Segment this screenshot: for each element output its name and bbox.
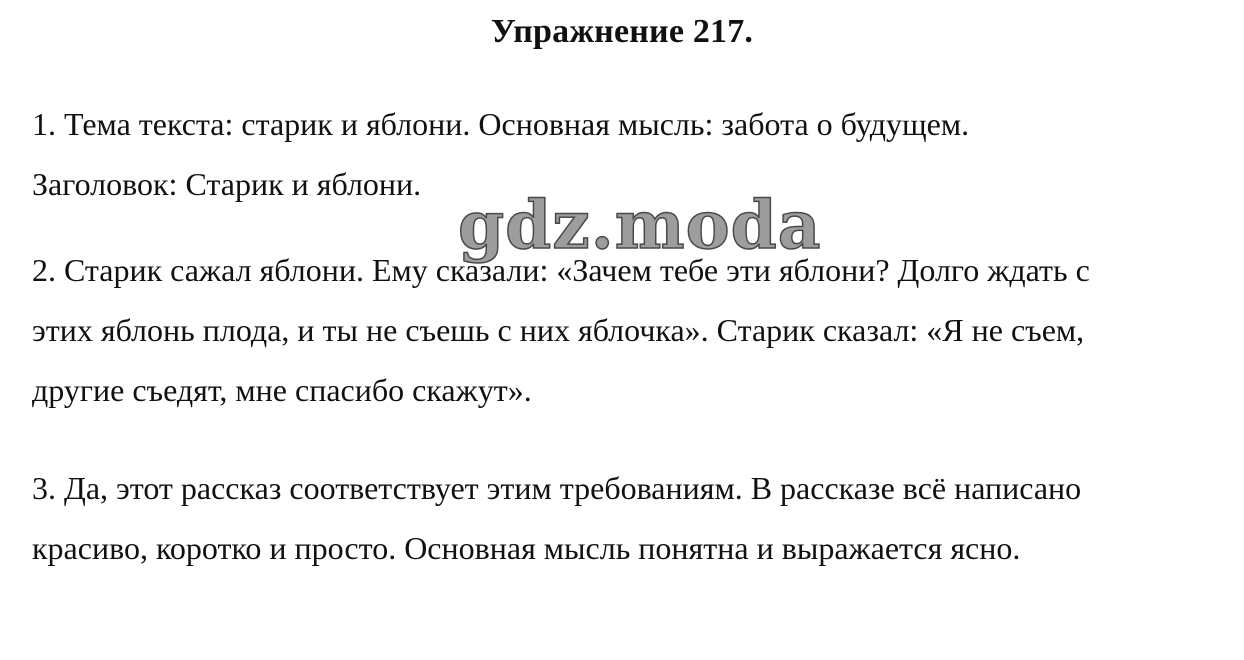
paragraph-3-line-2: красиво, коротко и просто. Основная мысль понятна и выражается ясно. [32, 530, 1021, 566]
paragraph-1-line-2: Заголовок: Старик и яблони. [32, 166, 422, 202]
paragraph-2-line-3: другие съедят, мне спасибо скажут». [32, 372, 532, 408]
paragraph-2 [32, 240, 1222, 420]
exercise-title: Упражнение 217. [490, 13, 754, 50]
paragraph-3 [32, 458, 1222, 578]
paragraph-1 [32, 94, 1222, 214]
paragraph-3-line-1: 3. Да, этот рассказ соответствует этим требованиям. В рассказе всё написано [32, 470, 1082, 506]
watermark-logo: gdz.moda [458, 186, 822, 264]
paragraph-2-line-2: этих яблонь плода, и ты не съешь с них яблочка». Старик сказал: «Я не съем, [32, 312, 1085, 348]
paragraph-1-line-1: 1. Тема текста: старик и яблони. Основная мысль: забота о будущем. [32, 106, 970, 142]
paragraph-2-line-1: 2. Старик сажал яблони. Ему сказали: «Зачем тебе эти яблони? Долго ждать с [32, 252, 1090, 288]
